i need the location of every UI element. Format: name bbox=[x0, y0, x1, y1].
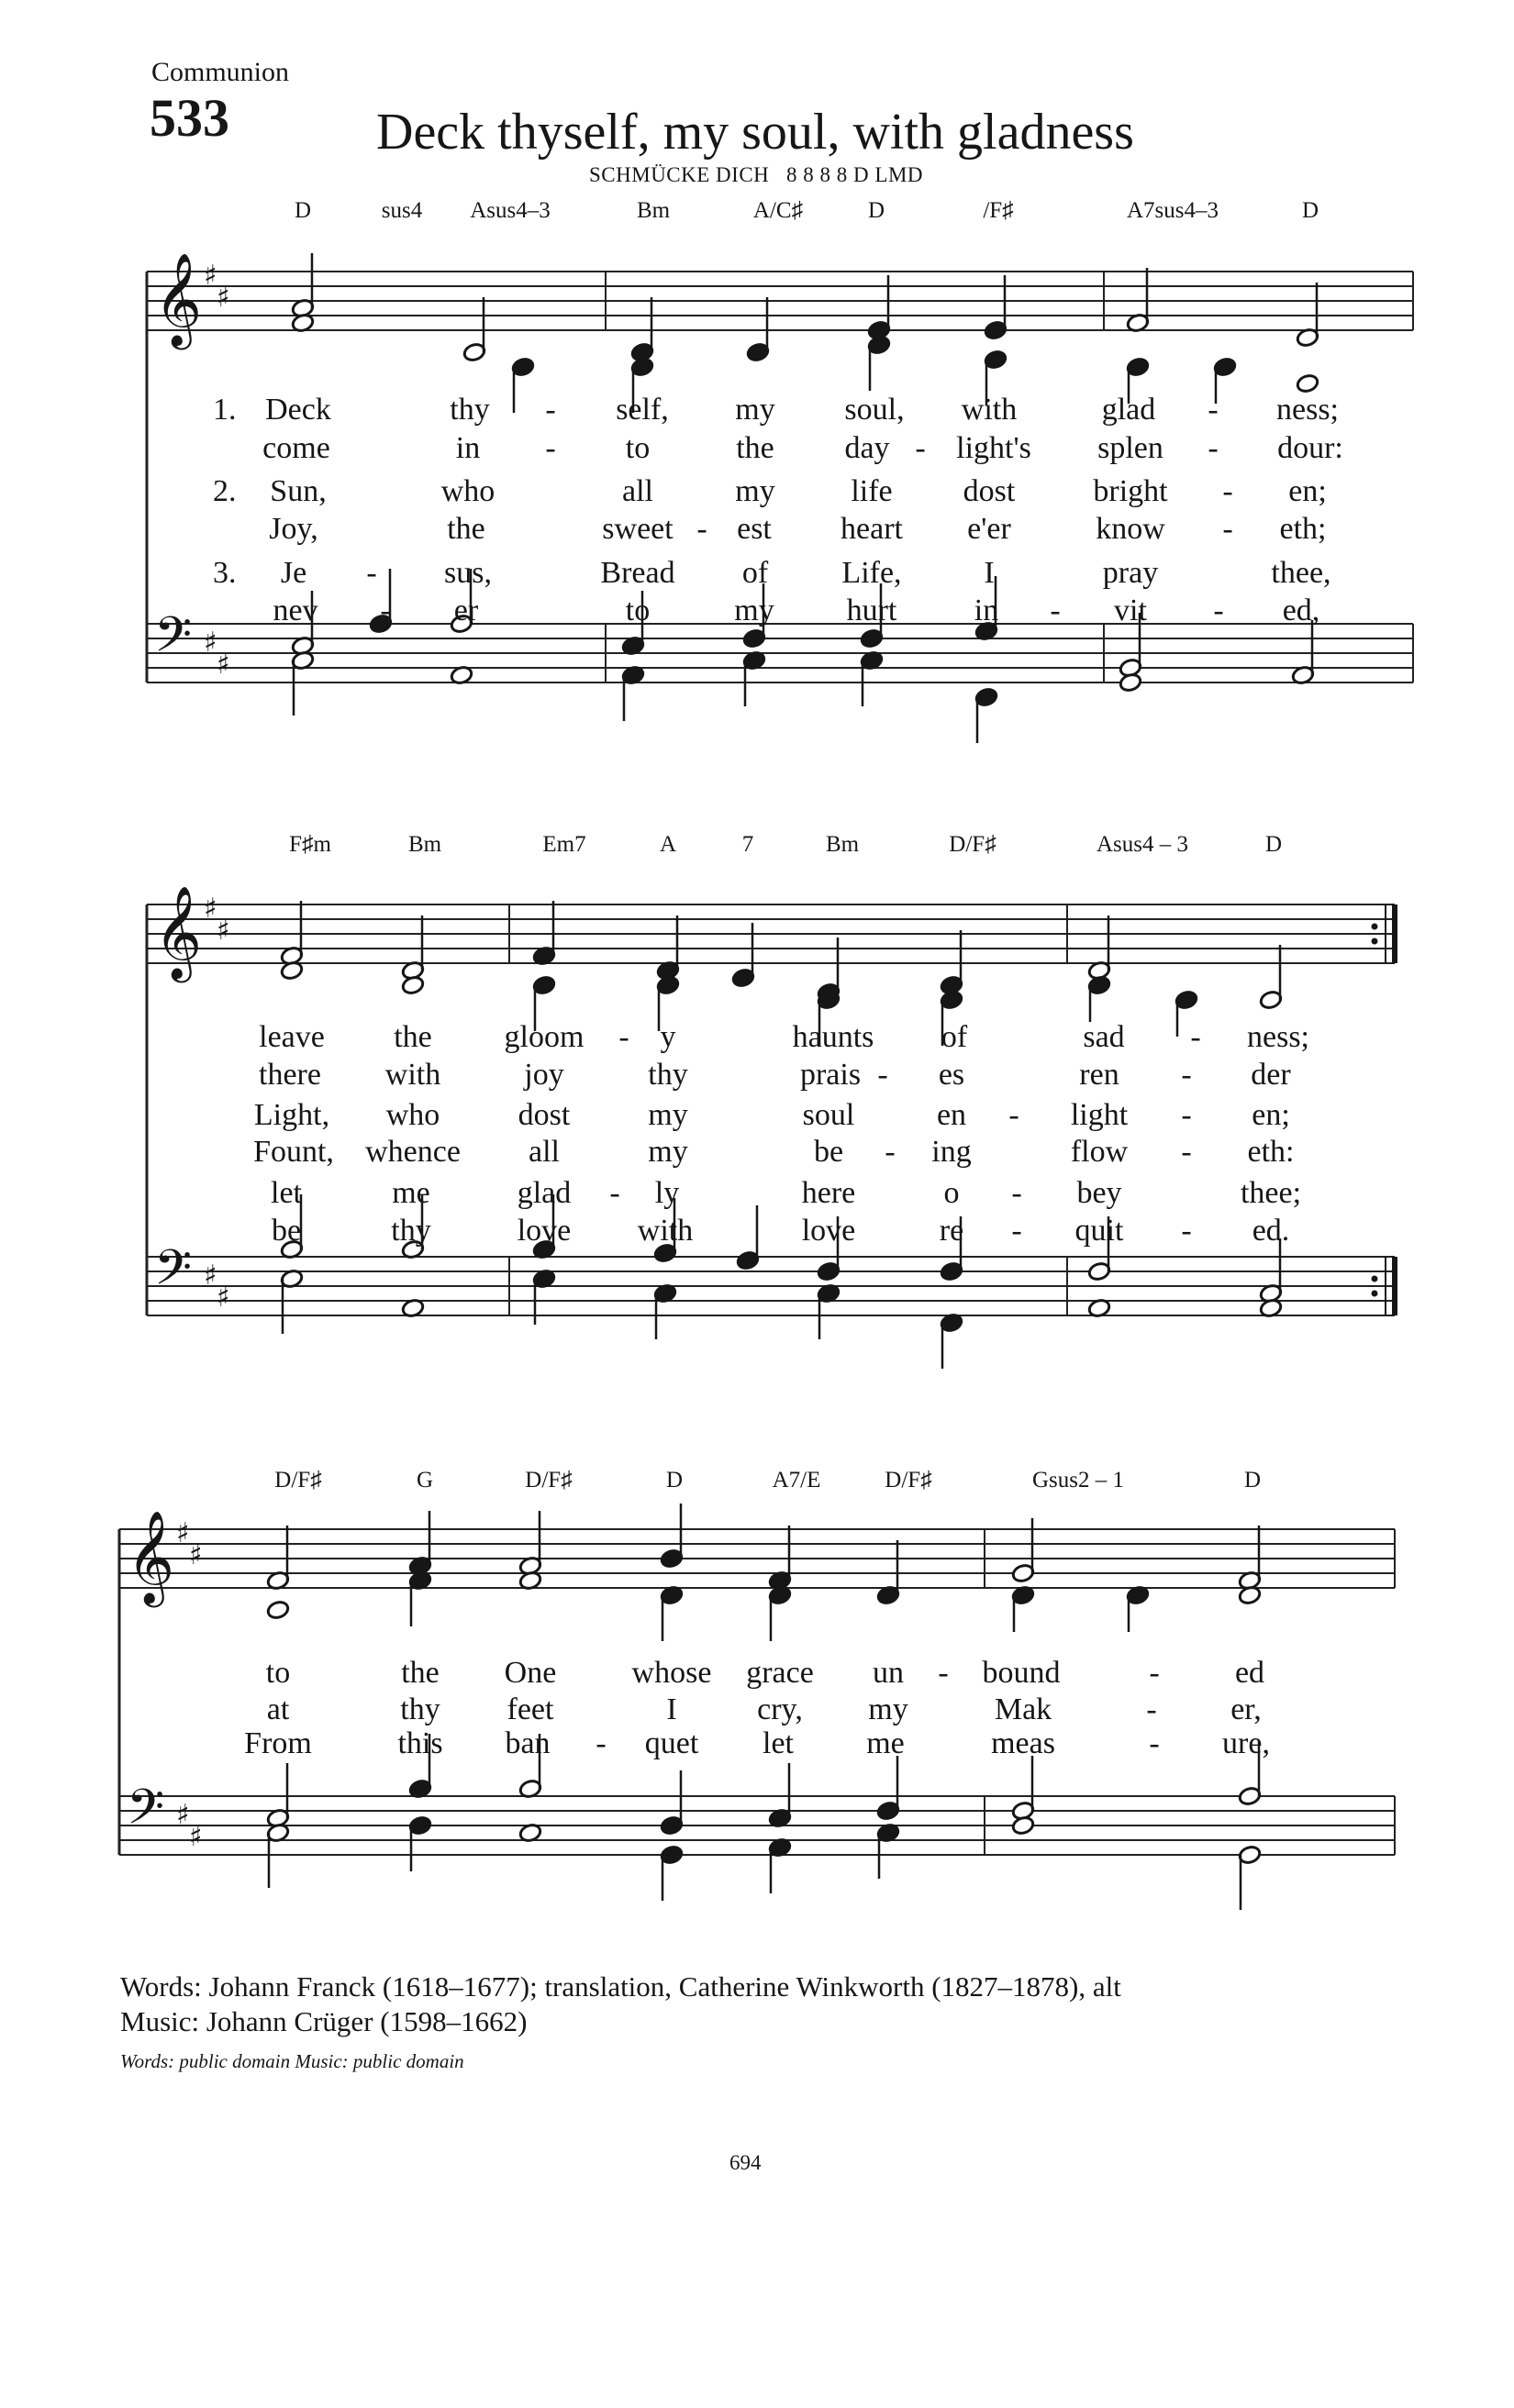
treble-note bbox=[1126, 1585, 1150, 1632]
chord-symbol: D/F♯ bbox=[525, 1468, 573, 1493]
chord-symbol: D bbox=[1301, 198, 1319, 223]
sharp-sign: ♯ bbox=[189, 1539, 203, 1571]
lyric-syllable: to bbox=[625, 594, 651, 627]
lyric-line bbox=[0, 512, 1514, 552]
lyric-syllable: - bbox=[1208, 393, 1219, 427]
verse-number: 3. bbox=[213, 556, 237, 590]
lyric-syllable: ed bbox=[1234, 1656, 1265, 1690]
treble-note bbox=[660, 1585, 684, 1641]
bass-note bbox=[408, 1815, 432, 1871]
lyric-syllable: One bbox=[504, 1656, 557, 1690]
lyric-syllable: - bbox=[1149, 1726, 1160, 1760]
chord-symbol: D bbox=[1264, 832, 1283, 857]
treble-note bbox=[408, 1570, 432, 1626]
lyric-syllable: un bbox=[873, 1656, 904, 1690]
bass-clef: 𝄢 bbox=[154, 1240, 193, 1308]
lyric-syllable: to bbox=[265, 1656, 291, 1690]
lyric-syllable: dour: bbox=[1277, 431, 1343, 465]
lyric-syllable: I bbox=[984, 556, 995, 590]
verse-number: 1. bbox=[213, 393, 237, 427]
lyric-syllable: the bbox=[401, 1656, 440, 1690]
lyric-syllable: my bbox=[648, 1135, 688, 1169]
repeat-dot bbox=[1372, 924, 1378, 930]
lyric-syllable: Fount, bbox=[253, 1135, 334, 1169]
bass-clef: 𝄢 bbox=[127, 1780, 165, 1848]
chord-symbol: D bbox=[867, 198, 885, 223]
sharp-sign: ♯ bbox=[204, 893, 217, 925]
chord-symbol: sus4 bbox=[381, 198, 423, 223]
chord-symbol: Asus4–3 bbox=[470, 198, 551, 223]
rights-notice: Words: public domain Music: public domain bbox=[120, 2050, 464, 2072]
chord-symbol: D/F♯ bbox=[885, 1468, 932, 1493]
chord-symbol: Bm bbox=[825, 832, 860, 857]
lyric-syllable: love bbox=[517, 1214, 572, 1248]
treble-note bbox=[401, 975, 425, 996]
lyric-syllable: y bbox=[660, 1020, 676, 1054]
sharp-sign: ♯ bbox=[204, 627, 217, 659]
chord-symbol: /F♯ bbox=[983, 198, 1014, 223]
lyric-syllable: haunts bbox=[792, 1020, 874, 1054]
lyric-syllable: quit bbox=[1074, 1214, 1124, 1248]
lyric-syllable: - bbox=[1208, 431, 1219, 465]
treble-clef: 𝄞 bbox=[154, 251, 203, 346]
lyric-syllable: - bbox=[1146, 1692, 1157, 1726]
lyric-syllable: - bbox=[366, 556, 377, 590]
bass-note bbox=[1011, 1815, 1035, 1837]
lyric-syllable: in bbox=[455, 431, 481, 465]
lyric-syllable: who bbox=[440, 474, 495, 508]
lyric-syllable: who bbox=[385, 1098, 440, 1132]
lyric-line bbox=[0, 474, 1514, 515]
bass-note bbox=[768, 1837, 792, 1893]
lyric-syllable: thy bbox=[648, 1058, 688, 1092]
bass-note bbox=[1238, 1845, 1262, 1910]
chord-symbol: G bbox=[416, 1468, 434, 1493]
lyric-syllable: o bbox=[943, 1176, 960, 1210]
lyric-syllable: dost bbox=[963, 474, 1016, 508]
lyric-syllable: with bbox=[384, 1058, 441, 1092]
lyric-line bbox=[0, 1726, 1514, 1767]
chord-symbol: 7 bbox=[741, 832, 754, 857]
lyric-syllable: thy bbox=[391, 1214, 431, 1248]
lyric-syllable: est bbox=[737, 512, 772, 546]
section-label: Communion bbox=[151, 57, 290, 87]
bass-note bbox=[974, 687, 998, 743]
lyric-syllable: meas bbox=[991, 1726, 1055, 1760]
music-credit: Music: Johann Crüger (1598–1662) bbox=[120, 2005, 528, 2037]
bass-note bbox=[621, 665, 645, 721]
lyric-syllable: thy bbox=[450, 393, 490, 427]
lyric-syllable: nev bbox=[273, 594, 318, 627]
bass-note bbox=[660, 1770, 684, 1836]
sharp-sign: ♯ bbox=[204, 260, 217, 292]
lyric-syllable: en; bbox=[1288, 474, 1327, 508]
treble-note bbox=[1296, 373, 1319, 394]
lyric-line bbox=[0, 1176, 1514, 1216]
repeat-dot bbox=[1372, 1291, 1378, 1297]
lyric-syllable: Light, bbox=[253, 1098, 330, 1132]
lyric-syllable: er bbox=[453, 594, 479, 627]
treble-clef: 𝄞 bbox=[154, 884, 203, 979]
lyric-syllable: the bbox=[736, 431, 774, 465]
lyric-syllable: with bbox=[961, 393, 1018, 427]
sharp-sign: ♯ bbox=[189, 1821, 203, 1853]
lyric-syllable: at bbox=[266, 1692, 290, 1726]
lyric-syllable: - bbox=[938, 1656, 949, 1690]
sharp-sign: ♯ bbox=[217, 1282, 230, 1314]
chord-symbol: Em7 bbox=[542, 832, 586, 857]
lyric-syllable: der bbox=[1251, 1058, 1291, 1092]
lyric-syllable: ure, bbox=[1222, 1726, 1270, 1760]
lyric-syllable: - bbox=[1190, 1020, 1201, 1054]
chord-symbol: D bbox=[665, 1468, 684, 1493]
lyric-syllable: quet bbox=[644, 1726, 699, 1760]
treble-note bbox=[731, 923, 755, 988]
lyric-syllable: ed. bbox=[1252, 1214, 1290, 1248]
words-credit: Words: Johann Franck (1618–1677); translation, Catherine Winkworth (1827–1878), alt bbox=[120, 1970, 1121, 2003]
bass-note bbox=[940, 1313, 963, 1369]
bass-note bbox=[817, 1283, 840, 1339]
treble-note bbox=[660, 1504, 684, 1569]
treble-note bbox=[984, 275, 1007, 340]
lyric-syllable: en bbox=[936, 1098, 967, 1132]
lyric-syllable: gloom bbox=[504, 1020, 584, 1054]
lyric-syllable: light bbox=[1070, 1098, 1129, 1132]
bass-note bbox=[876, 1823, 900, 1879]
lyric-syllable: es bbox=[938, 1058, 965, 1092]
hymn-number: 533 bbox=[150, 88, 229, 148]
lyric-syllable: life bbox=[851, 474, 893, 508]
lyric-syllable: I bbox=[666, 1692, 677, 1726]
treble-note bbox=[1259, 945, 1283, 1010]
lyric-syllable: be bbox=[271, 1214, 302, 1248]
repeat-dot bbox=[1372, 938, 1378, 945]
lyric-syllable: sad bbox=[1083, 1020, 1125, 1054]
bass-note bbox=[653, 1283, 677, 1339]
chord-symbol: D/F♯ bbox=[274, 1468, 322, 1493]
lyric-syllable: ed, bbox=[1282, 594, 1320, 627]
treble-note bbox=[266, 1600, 290, 1621]
lyric-syllable: to bbox=[625, 431, 651, 465]
lyric-syllable: leave bbox=[259, 1020, 325, 1054]
lyric-syllable: soul bbox=[802, 1098, 855, 1132]
verse-number: 2. bbox=[213, 474, 237, 508]
lyric-syllable: ren bbox=[1079, 1058, 1119, 1092]
bass-note bbox=[660, 1845, 684, 1901]
lyric-syllable: day bbox=[844, 431, 890, 465]
tune-name: SCHMÜCKE DICH bbox=[589, 163, 770, 186]
lyric-line bbox=[0, 594, 1514, 634]
chord-row bbox=[0, 1468, 1514, 1504]
sharp-sign: ♯ bbox=[176, 1517, 190, 1549]
lyric-syllable: Mak bbox=[994, 1692, 1052, 1726]
treble-note bbox=[867, 275, 891, 340]
treble-note bbox=[867, 335, 891, 391]
chord-row bbox=[0, 832, 1514, 869]
sharp-sign: ♯ bbox=[217, 649, 230, 681]
lyric-syllable: glad bbox=[1101, 393, 1156, 427]
bass-note bbox=[742, 650, 766, 706]
lyric-syllable: whose bbox=[631, 1656, 712, 1690]
lyric-syllable: heart bbox=[840, 512, 903, 546]
lyric-syllable: - bbox=[1149, 1656, 1160, 1690]
lyric-syllable: er, bbox=[1230, 1692, 1262, 1726]
chord-row bbox=[0, 198, 1514, 235]
lyric-syllable: - bbox=[915, 431, 926, 465]
chord-symbol: A/C♯ bbox=[752, 198, 804, 223]
lyric-syllable: eth; bbox=[1279, 512, 1327, 546]
chord-symbol: D bbox=[1243, 1468, 1262, 1493]
lyric-syllable: with bbox=[637, 1214, 694, 1248]
treble-note bbox=[1011, 1518, 1035, 1583]
tune-line bbox=[589, 163, 923, 187]
lyric-syllable: - bbox=[1222, 474, 1233, 508]
lyric-syllable: Je bbox=[280, 556, 307, 590]
lyric-syllable: know bbox=[1096, 512, 1165, 546]
lyric-syllable: - bbox=[1181, 1214, 1192, 1248]
chord-symbol: A7sus4–3 bbox=[1126, 198, 1219, 223]
lyric-syllable: all bbox=[529, 1135, 560, 1169]
lyric-syllable: of bbox=[741, 556, 769, 590]
lyric-syllable: self, bbox=[616, 393, 669, 427]
lyric-syllable: - bbox=[1181, 1135, 1192, 1169]
chord-symbol: A7/E bbox=[772, 1468, 821, 1493]
lyric-syllable: my bbox=[735, 393, 775, 427]
lyric-syllable: let bbox=[763, 1726, 794, 1760]
lyric-syllable: sweet bbox=[602, 512, 674, 546]
lyric-syllable: hurt bbox=[846, 594, 897, 627]
lyric-syllable: dost bbox=[518, 1098, 571, 1132]
lyric-syllable: me bbox=[866, 1726, 905, 1760]
lyric-syllable: - bbox=[1011, 1176, 1022, 1210]
chord-symbol: Bm bbox=[407, 832, 442, 857]
lyric-syllable: be bbox=[813, 1135, 844, 1169]
lyric-syllable: - bbox=[545, 431, 556, 465]
lyric-syllable: Life, bbox=[841, 556, 902, 590]
lyric-syllable: glad bbox=[517, 1176, 572, 1210]
treble-note bbox=[1087, 975, 1111, 1022]
lyric-syllable: my bbox=[734, 594, 774, 627]
lyric-syllable: - bbox=[1213, 594, 1224, 627]
lyric-syllable: ness; bbox=[1276, 393, 1339, 427]
lyric-syllable: ban bbox=[505, 1726, 551, 1760]
bass-note bbox=[860, 650, 884, 706]
hymn-title: Deck thyself, my soul, with gladness bbox=[376, 104, 1134, 161]
lyric-syllable: - bbox=[1181, 1098, 1192, 1132]
lyric-syllable: my bbox=[648, 1098, 688, 1132]
treble-clef: 𝄞 bbox=[127, 1509, 175, 1603]
chord-symbol: Gsus2 – 1 bbox=[1031, 1468, 1125, 1493]
lyric-syllable: come bbox=[262, 431, 330, 465]
lyric-syllable: thy bbox=[400, 1692, 440, 1726]
lyric-syllable: love bbox=[801, 1214, 856, 1248]
sharp-sign: ♯ bbox=[217, 915, 230, 947]
lyric-syllable: of bbox=[941, 1020, 968, 1054]
lyric-syllable: - bbox=[1222, 512, 1233, 546]
lyric-syllable: - bbox=[596, 1726, 607, 1760]
lyric-syllable: Joy, bbox=[269, 512, 318, 546]
lyric-syllable: my bbox=[868, 1692, 908, 1726]
lyric-syllable: the bbox=[447, 512, 485, 546]
lyric-syllable: flow bbox=[1070, 1135, 1129, 1169]
lyric-line bbox=[0, 1098, 1514, 1138]
lyric-syllable: bound bbox=[982, 1656, 1061, 1690]
lyric-syllable: whence bbox=[365, 1135, 461, 1169]
lyric-syllable: - bbox=[696, 512, 707, 546]
lyric-syllable: ing bbox=[931, 1135, 972, 1169]
chord-symbol: A bbox=[659, 832, 677, 857]
lyric-syllable: - bbox=[877, 1058, 888, 1092]
lyric-syllable: pray bbox=[1102, 556, 1159, 590]
lyric-syllable: eth: bbox=[1247, 1135, 1295, 1169]
lyric-syllable: - bbox=[380, 594, 391, 627]
lyric-line bbox=[0, 1020, 1514, 1060]
lyric-line bbox=[0, 1214, 1514, 1254]
chord-symbol: D/F♯ bbox=[949, 832, 996, 857]
lyric-syllable: light's bbox=[956, 431, 1031, 465]
lyric-syllable: Bread bbox=[600, 556, 675, 590]
lyric-syllable: - bbox=[885, 1135, 896, 1169]
lyric-syllable: - bbox=[1181, 1058, 1192, 1092]
lyric-syllable: thee, bbox=[1271, 556, 1331, 590]
lyric-syllable: en; bbox=[1252, 1098, 1290, 1132]
lyric-syllable: bey bbox=[1076, 1176, 1122, 1210]
lyric-syllable: thee; bbox=[1240, 1176, 1302, 1210]
lyric-syllable: prais bbox=[799, 1058, 862, 1092]
lyric-syllable: ly bbox=[654, 1176, 680, 1210]
treble-note bbox=[1011, 1585, 1035, 1632]
lyric-line bbox=[0, 1135, 1514, 1175]
lyric-syllable: joy bbox=[524, 1058, 564, 1092]
chord-symbol: F♯m bbox=[289, 832, 331, 857]
lyric-syllable: Deck bbox=[265, 393, 331, 427]
lyric-syllable: - bbox=[545, 393, 556, 427]
lyric-line bbox=[0, 393, 1514, 433]
sharp-sign: ♯ bbox=[176, 1799, 190, 1831]
lyric-syllable: me bbox=[392, 1176, 430, 1210]
lyric-syllable: - bbox=[618, 1020, 629, 1054]
lyric-syllable: - bbox=[1011, 1214, 1022, 1248]
repeat-dot bbox=[1372, 1276, 1378, 1282]
lyric-syllable: vit bbox=[1114, 594, 1147, 627]
lyric-syllable: e'er bbox=[967, 512, 1011, 546]
lyric-syllable: Sun, bbox=[270, 474, 327, 508]
bass-note bbox=[1119, 672, 1142, 694]
chord-symbol: Bm bbox=[636, 198, 671, 223]
lyric-syllable: - bbox=[1050, 594, 1061, 627]
lyric-syllable: my bbox=[735, 474, 775, 508]
lyric-syllable: soul, bbox=[844, 393, 905, 427]
lyric-syllable: sus, bbox=[444, 556, 492, 590]
lyric-syllable: From bbox=[244, 1726, 312, 1760]
sharp-sign: ♯ bbox=[204, 1259, 217, 1292]
bass-clef: 𝄢 bbox=[154, 607, 193, 675]
lyric-syllable: grace bbox=[746, 1656, 814, 1690]
sharp-sign: ♯ bbox=[217, 282, 230, 314]
tune-meter: 8 8 8 8 D LMD bbox=[786, 163, 924, 186]
lyric-syllable: ness; bbox=[1247, 1020, 1309, 1054]
lyric-line bbox=[0, 556, 1514, 596]
chord-symbol: Asus4 – 3 bbox=[1096, 832, 1189, 857]
lyric-syllable: this bbox=[397, 1726, 443, 1760]
lyric-syllable: there bbox=[259, 1058, 321, 1092]
treble-note bbox=[768, 1585, 792, 1641]
lyric-syllable: cry, bbox=[757, 1692, 803, 1726]
lyric-syllable: let bbox=[271, 1176, 302, 1210]
lyric-syllable: the bbox=[394, 1020, 432, 1054]
lyric-syllable: in bbox=[974, 594, 999, 627]
chord-symbol: D bbox=[294, 198, 312, 223]
lyric-syllable: - bbox=[609, 1176, 620, 1210]
lyric-line bbox=[0, 1656, 1514, 1696]
lyric-line bbox=[0, 431, 1514, 472]
lyric-syllable: feet bbox=[507, 1692, 554, 1726]
lyric-line bbox=[0, 1058, 1514, 1098]
lyric-syllable: re bbox=[939, 1214, 964, 1248]
lyric-syllable: bright bbox=[1093, 474, 1168, 508]
lyric-syllable: here bbox=[801, 1176, 856, 1210]
lyric-syllable: all bbox=[622, 474, 653, 508]
lyric-syllable: - bbox=[1008, 1098, 1019, 1132]
lyric-syllable: splen bbox=[1097, 431, 1163, 465]
page-number: 694 bbox=[729, 2151, 762, 2174]
